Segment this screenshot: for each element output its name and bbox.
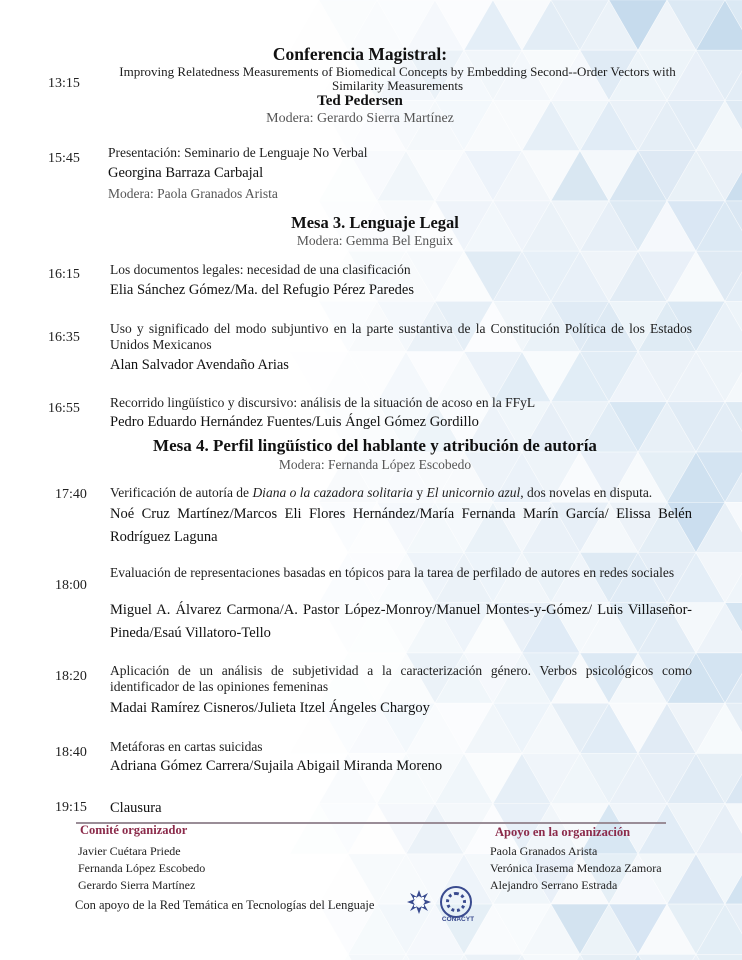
support-member: Alejandro Serrano Estrada [490,878,618,892]
mesa4-talk1-authors: Noé Cruz Martínez/Marcos Eli Flores Hernández/María Fernanda Marín García/ Elissa Belén Rodríguez Laguna [110,506,692,545]
mesa3-talk2-authors: Alan Salvador Avendaño Arias [110,357,289,373]
presentation-time: 15:45 [48,151,80,166]
conference-moderator: Modera: Gerardo Sierra Martínez [266,111,454,126]
committee-heading: Comité organizador [80,823,188,837]
support-member: Paola Granados Arista [490,844,598,858]
mesa4-talk2-title: Evaluación de representaciones basadas en tópicos para la tarea de perfilado de autores en redes sociales [110,565,675,580]
committee-member: Gerardo Sierra Martínez [78,878,196,892]
mesa4-talk4-time: 18:40 [55,745,87,760]
conference-title: Improving Relatedness Measurements of Biomedical Concepts by Embedding Second--Order Vectors with Similarity Measurements [119,64,676,93]
mesa3-talk3-time: 16:55 [48,401,80,416]
mesa4-talk4-title: Metáforas en cartas suicidas [110,739,263,754]
conacyt-logo-text: CONACYT [441,916,475,923]
mesa3-talk3-authors: Pedro Eduardo Hernández Fuentes/Luis Ángel Gómez Gordillo [110,414,479,430]
conacyt-logo-icon [440,886,472,918]
support-heading: Apoyo en la organización [495,825,631,839]
mesa3-talk2-title: Uso y significado del modo subjuntivo en la parte sustantiva de la Constitución Política de los Estados Unidos Mexicanos [110,321,692,352]
mesa4-moderator: Modera: Fernanda López Escobedo [278,457,472,472]
mesa4-heading: Mesa 4. Perfil lingüístico del hablante y atribución de autoría [153,436,597,455]
mesa3-talk1-time: 16:15 [48,267,80,282]
closing-label: Clausura [110,800,162,816]
mesa4-talk1-time: 17:40 [55,487,87,502]
mesa3-talk3-title: Recorrido lingüístico y discursivo: análisis de la situación de acoso en la FFyL [110,395,536,410]
conference-heading: Conferencia Magistral: [272,44,448,64]
mesa4-talk3-authors: Madai Ramírez Cisneros/Julieta Itzel Ángeles Chargoy [110,700,430,716]
network-support-text: Con apoyo de la Red Temática en Tecnologías del Lenguaje [75,898,375,912]
presentation-speaker: Georgina Barraza Carbajal [108,165,264,181]
mesa4-talk3-time: 18:20 [55,669,87,684]
mesa3-talk1-authors: Elia Sánchez Gómez/Ma. del Refugio Pérez Paredes [110,282,414,298]
novel-title-2: El unicornio azul [426,485,521,500]
network-logo-icon [406,889,432,915]
mesa3-talk1-title: Los documentos legales: necesidad de una clasificación [110,262,411,277]
mesa3-talk2-time: 16:35 [48,330,80,345]
mesa4-talk2-authors: Miguel A. Álvarez Carmona/A. Pastor López-Monroy/Manuel Montes-y-Gómez/ Luis Villaseñor-Pineda/Esaú Villatoro-Tello [110,602,692,641]
mesa4-talk4-authors: Adriana Gómez Carrera/Sujaila Abigail Miranda Moreno [110,758,443,774]
conference-speaker: Ted Pedersen [317,93,403,109]
presentation-title: Presentación: Seminario de Lenguaje No Verbal [108,145,368,160]
support-member: Verónica Irasema Mendoza Zamora [490,861,662,875]
mesa3-heading: Mesa 3. Lenguaje Legal [291,213,459,232]
committee-member: Javier Cuétara Priede [78,844,181,858]
committee-member: Fernanda López Escobedo [78,861,206,875]
novel-title-1: Diana o la cazadora solitaria [252,485,413,500]
conference-time: 13:15 [48,76,80,91]
mesa4-talk1-title: Verificación de autoría de Diana o la cazadora solitaria y El unicornio azul, dos novelas en disputa. [110,485,653,500]
closing-time: 19:15 [55,800,87,815]
presentation-moderator: Modera: Paola Granados Arista [108,186,278,201]
mesa4-talk3-title: Aplicación de un análisis de subjetividad a la caracterización género. Verbos psicológicos como identificador de las opiniones femeninas [110,663,692,694]
mesa4-talk2-time: 18:00 [55,578,87,593]
mesa3-moderator: Modera: Gemma Bel Enguix [296,233,454,248]
